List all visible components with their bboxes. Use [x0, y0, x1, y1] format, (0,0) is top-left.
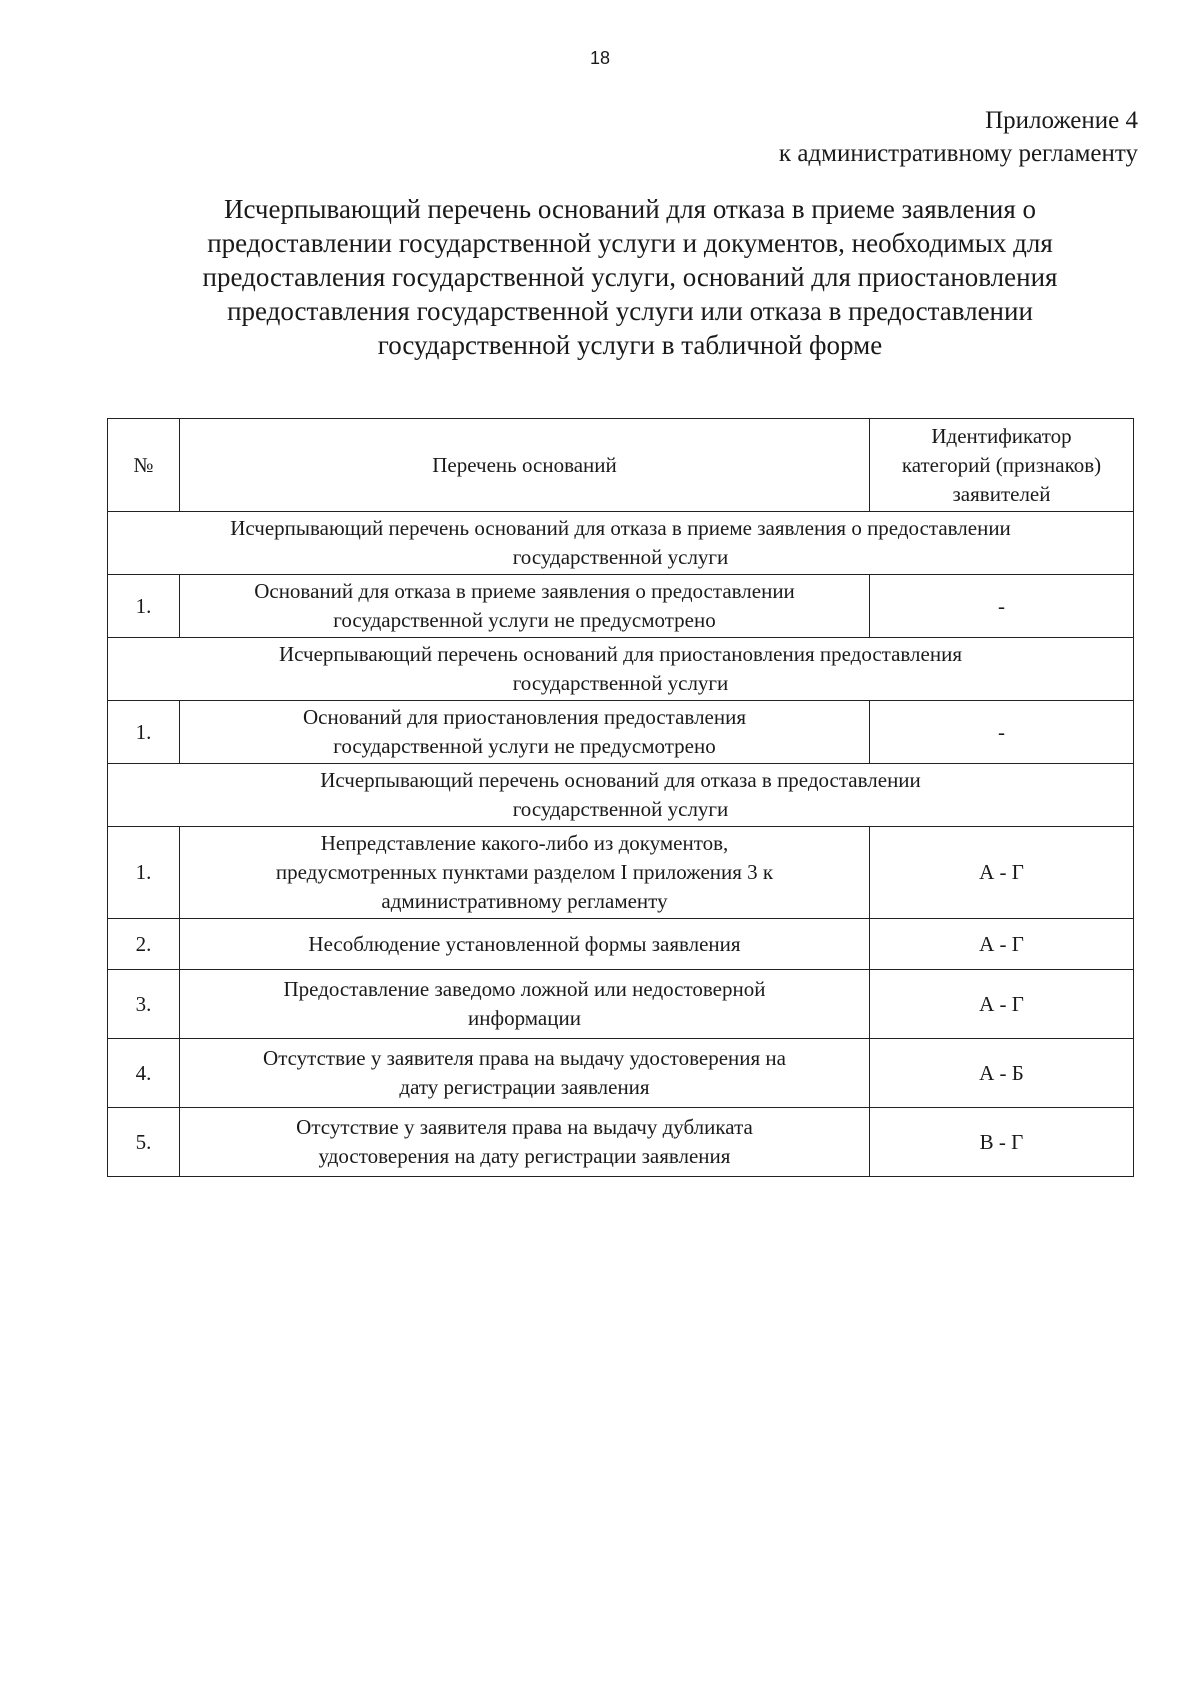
- grounds-table: [107, 418, 1134, 1177]
- section-title-line: Исчерпывающий перечень оснований для отказа в приеме заявления о предоставлении: [230, 516, 1011, 540]
- section-title-line: государственной услуги: [512, 671, 729, 695]
- row-num: 1.: [108, 701, 180, 764]
- row-num: 1.: [108, 575, 180, 638]
- row-ground: [180, 1108, 870, 1177]
- header-identifier-line: заявителей: [952, 481, 1051, 506]
- section-title: [108, 764, 1134, 827]
- title-line: предоставлении государственной услуги и документов, необходимых для: [207, 228, 1053, 258]
- section-title-line: государственной услуги: [512, 545, 729, 569]
- row-ground: [180, 919, 870, 970]
- row-identifier: В - Г: [870, 1108, 1134, 1177]
- row-ground: [180, 970, 870, 1039]
- document-title: [150, 192, 1110, 362]
- row-ground-line: государственной услуги не предусмотрено: [333, 734, 716, 758]
- row-ground: [180, 701, 870, 764]
- row-ground-line: Оснований для отказа в приеме заявления о предоставлении: [254, 579, 795, 603]
- row-identifier: А - Б: [870, 1039, 1134, 1108]
- row-ground-line: государственной услуги не предусмотрено: [333, 608, 716, 632]
- row-identifier: А - Г: [870, 827, 1134, 919]
- row-ground-line: Предоставление заведомо ложной или недостоверной: [283, 977, 766, 1001]
- section-row: [108, 638, 1134, 701]
- row-ground-line: Непредставление какого-либо из документов,: [320, 831, 729, 855]
- header-grounds: Перечень оснований: [180, 419, 870, 512]
- header-num: №: [108, 419, 180, 512]
- row-ground-line: дату регистрации заявления: [399, 1075, 650, 1099]
- section-row: [108, 512, 1134, 575]
- row-num: 1.: [108, 827, 180, 919]
- appendix-line: к административному регламенту: [778, 140, 1138, 167]
- table-header-row: [108, 419, 1134, 512]
- title-line: Исчерпывающий перечень оснований для отказа в приеме заявления о: [223, 194, 1037, 224]
- row-ground-line: удостоверения на дату регистрации заявления: [318, 1144, 731, 1168]
- section-row: [108, 764, 1134, 827]
- row-ground-line: информации: [468, 1006, 581, 1030]
- header-identifier-line: категорий (признаков): [901, 452, 1102, 477]
- row-ground: [180, 827, 870, 919]
- appendix-heading: [779, 104, 1138, 170]
- title-line: государственной услуги в табличной форме: [377, 330, 883, 360]
- title-line: предоставления государственной услуги, оснований для приостановления: [202, 262, 1058, 292]
- row-num: 4.: [108, 1039, 180, 1108]
- row-num: 5.: [108, 1108, 180, 1177]
- section-title-line: Исчерпывающий перечень оснований для отказа в предоставлении: [320, 768, 921, 792]
- row-identifier: -: [870, 575, 1134, 638]
- row-ground-line: Отсутствие у заявителя права на выдачу удостоверения на: [263, 1046, 786, 1070]
- table-row: [108, 701, 1134, 764]
- table-row: [108, 575, 1134, 638]
- row-ground-line: административному регламенту: [381, 889, 668, 913]
- row-ground: [180, 1039, 870, 1108]
- row-identifier: А - Г: [870, 919, 1134, 970]
- row-identifier: А - Г: [870, 970, 1134, 1039]
- row-identifier: -: [870, 701, 1134, 764]
- table-row: [108, 1039, 1134, 1108]
- appendix-line: Приложение 4: [985, 107, 1138, 134]
- table-row: [108, 1108, 1134, 1177]
- section-title-line: Исчерпывающий перечень оснований для приостановления предоставления: [278, 642, 962, 666]
- table-row: [108, 970, 1134, 1039]
- row-ground-line: предусмотренных пунктами разделом I приложения 3 к: [275, 860, 774, 884]
- table-row: [108, 827, 1134, 919]
- row-ground-line: Отсутствие у заявителя права на выдачу дубликата: [296, 1115, 753, 1139]
- section-title: [108, 638, 1134, 701]
- row-num: 3.: [108, 970, 180, 1039]
- row-num: 2.: [108, 919, 180, 970]
- page-number: 18: [589, 48, 611, 68]
- table-row: [108, 919, 1134, 970]
- row-ground: [180, 575, 870, 638]
- title-line: предоставления государственной услуги или отказа в предоставлении: [227, 296, 1033, 326]
- header-identifier-line: Идентификатор: [931, 423, 1072, 448]
- header-identifier: [870, 419, 1134, 512]
- row-ground-line: Оснований для приостановления предоставления: [303, 705, 746, 729]
- section-title: [108, 512, 1134, 575]
- row-ground-line: Несоблюдение установленной формы заявления: [308, 931, 741, 956]
- section-title-line: государственной услуги: [512, 797, 729, 821]
